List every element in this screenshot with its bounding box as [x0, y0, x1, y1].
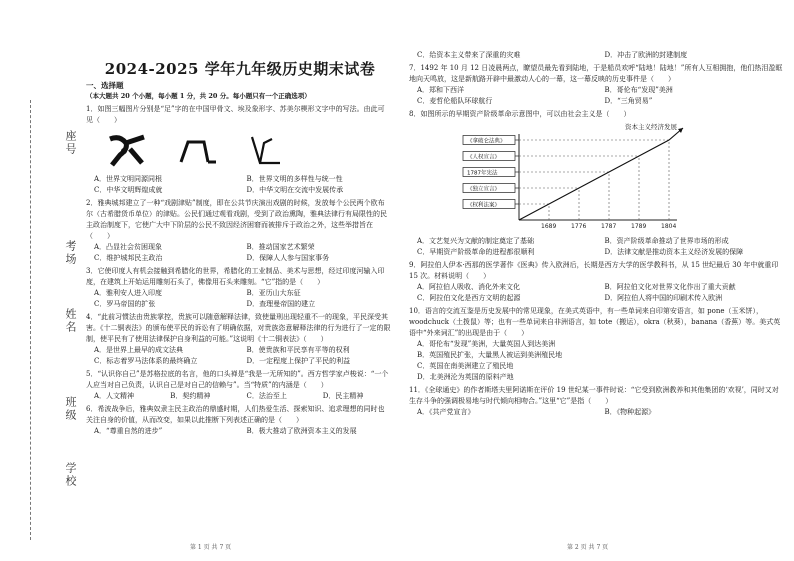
- class-label: 班级: [64, 396, 77, 422]
- options: [409, 282, 784, 304]
- option-c[interactable]: C．中华文明辉煌成就: [94, 186, 163, 194]
- binding-margin: [0, 0, 77, 561]
- option-c[interactable]: C．阿拉伯文化是西方文明的起源: [417, 294, 521, 302]
- question-11: [409, 385, 784, 418]
- question-stem: 5．“认识你自己”是苏格拉底的名言，他的口头禅是“我是一无所知的”。西方哲学家卢梭说：“一个人应当对自己负责，认识自己是对自己的信赖与”。当“特质”的内涵是（ ）: [86, 370, 389, 389]
- document-box-label: 《权利法案》: [467, 202, 501, 209]
- option-d[interactable]: D．中华文明在交流中发展传承: [246, 186, 344, 194]
- option-b[interactable]: B．哥伦布“发现”美洲: [604, 86, 673, 94]
- document-box-label: 《拿破仑法典》: [467, 138, 506, 145]
- section-note: （本大题共 20 个小题，每小题 1 分，共 20 分。每小题只有一个正确选项）: [86, 92, 311, 100]
- option-d[interactable]: D．阿拉伯人将中国的印刷术传入欧洲: [604, 294, 723, 302]
- option-d[interactable]: D．法律文献是推动资本主义经济发展的保障: [604, 248, 744, 256]
- option-a[interactable]: A．文艺复兴为文献的制定奠定了基础: [417, 237, 535, 245]
- question-stem: 8．如图所示的早期资产阶级革命示意图中，可以由社会主义是（ ）: [409, 110, 631, 118]
- option-c[interactable]: C．麦哲伦船队环球航行: [417, 97, 493, 105]
- option-d[interactable]: D．民主精神: [322, 392, 364, 400]
- trend-line: [519, 128, 683, 220]
- option-a[interactable]: A．雅利安人进入印度: [94, 289, 163, 297]
- question-5: [86, 369, 391, 402]
- question-stem: 7．1492 年 10 月 12 日凌晨两点，瞭望员最先看到陆地，于是船员欢呼“陆地！陆地！”所有人互相拥抱，他们热泪盈眶地向天鸣放，这是新航路开辟中最激动人心的一幕，这一幕反映的历史事件是（ ）: [409, 64, 783, 83]
- x-tick-label: 1787: [601, 223, 617, 230]
- chart-svg: [409, 122, 709, 234]
- options: [86, 391, 391, 402]
- question-stem: 1．如图三幅图片分别是“足”字的在中国甲骨文、埃及象形字、苏美尔楔形文字中的写法。由此可见（ ）: [86, 105, 385, 124]
- option-c[interactable]: C．标志着罗马法体系的最终确立: [94, 357, 198, 365]
- school-label: 学校: [64, 462, 77, 488]
- left-content: [86, 80, 391, 437]
- egyptian-hieroglyph-icon: [178, 138, 218, 164]
- options: [86, 242, 391, 264]
- option-b[interactable]: B．阿拉伯文化对世界文化作出了重大贡献: [604, 283, 736, 291]
- question-1: [86, 104, 391, 196]
- options: [409, 407, 784, 418]
- option-d[interactable]: D．查理曼帝国的建立: [246, 300, 316, 308]
- option-b[interactable]: B．使贵族和平民享有平等的权利: [246, 346, 350, 354]
- page-footer: 第 2 页 共 7 页: [567, 544, 609, 551]
- question-3: [86, 266, 391, 310]
- options: [86, 174, 391, 196]
- options: [86, 288, 391, 310]
- option-c[interactable]: C．维护城邦民主政治: [94, 254, 163, 262]
- option-c[interactable]: C．英国在南美洲建立了殖民地: [417, 362, 514, 370]
- option-b[interactable]: B．《物种起源》: [604, 408, 656, 416]
- question-9: [409, 260, 784, 304]
- options: [409, 339, 784, 383]
- option-c[interactable]: C．法治至上: [246, 392, 287, 400]
- option-d[interactable]: D．冲击了欧洲的封建制度: [604, 51, 688, 59]
- question-stem: 10．语言的交流互鉴是历史发展中的常见现象，在美式英语中，有一些单词来自印第安语言，如 pone（玉米饼），woodchuck（土拨鼠）等；也有一些单词来自非洲语言，如 tote（搬运），okra（秋葵），banana（香蕉）等。美式英语中“外来词汇”的出现是由于（ ）: [409, 307, 781, 337]
- option-b[interactable]: B．极大推动了欧洲资本主义的发展: [246, 427, 357, 435]
- document-box-label: 《独立宣言》: [467, 186, 501, 193]
- glyph-figures: [106, 132, 391, 170]
- option-b[interactable]: B．资产阶级革命推动了世界市场的形成: [604, 237, 729, 245]
- q6-continued-options: [409, 50, 784, 61]
- x-tick-label: 1789: [631, 223, 647, 230]
- option-a[interactable]: A．凸显社会贫困现象: [94, 243, 163, 251]
- option-b[interactable]: B．契约精神: [170, 392, 211, 400]
- right-content: [409, 50, 784, 418]
- document-box-label: 1787年宪法: [467, 170, 498, 177]
- option-c[interactable]: C．早期资产阶级革命的进程都很顺利: [417, 248, 535, 256]
- option-d[interactable]: D．保障人人参与国家事务: [246, 254, 330, 262]
- exam-title: 2024-2025 学年九年级历史期末试卷: [104, 60, 376, 78]
- question-4: [86, 312, 391, 367]
- options: [409, 85, 784, 107]
- chart-title: 资本主义经济发展: [625, 123, 677, 131]
- option-d[interactable]: D．北美洲沦为英国的原料产地: [417, 373, 514, 381]
- right-page: [397, 0, 794, 561]
- revolution-chart: [409, 122, 784, 234]
- question-2: [86, 198, 391, 264]
- option-d[interactable]: D．一定程度上保护了平民的利益: [246, 357, 351, 365]
- option-a[interactable]: A．世界文明同源同根: [94, 175, 163, 183]
- question-stem: 9．阿拉伯人伊本·西那的医学著作《医典》传入欧洲后，长期是西方大学的医学教科书，从 15 世纪最后 30 年中就重印 15 次。材料说明（ ）: [409, 261, 779, 280]
- name-label: 姓名: [64, 308, 77, 334]
- section-heading: 一、选择题: [86, 81, 124, 90]
- option-a[interactable]: A．“尊重自然的进步”: [94, 427, 163, 435]
- question-stem: 4．“此前习惯法由贵族掌控，贵族可以随意解释法律，致使量刑出现轻重不一的现象，平民深受其害。《十二铜表法》的颁布使平民的诉讼有了明确依据，对贵族恣意解释法律的行为进行了一定的限制，使平民有了使用法律保护自身利益的可能。”这说明《十二铜表法》（ ）: [86, 313, 391, 343]
- x-tick-label: 1776: [571, 223, 587, 230]
- cuneiform-glyph-icon: [248, 133, 284, 169]
- question-7: [409, 63, 784, 107]
- option-a[interactable]: A．郑和下西洋: [417, 86, 465, 94]
- question-stem: 3．它使印度人有机会接触到希腊化的世界，希腊化的工业制品、美术与思想，经过印度河输入印度，在建筑上开始运用雕刻石头了，佛像用石头来雕刻。“它”指的是（ ）: [86, 267, 385, 286]
- question-stem: 2．雅典城邦建立了一种“戏剧津贴”制度，即在公共节庆演出戏剧的时候，发放每个公民两个欧布尔（古希腊货币单位）的津贴。公民们通过观看戏剧，受到了政治熏陶，雅典法律行有局限性的民主政治制度下，它使广大中下阶层的公民不致因经济困窘而被排斥于政治之外，这些举措旨在（ ）: [86, 199, 387, 240]
- option-d[interactable]: D．“三角贸易”: [604, 97, 653, 105]
- option-b[interactable]: B．推动国家艺术繁荣: [246, 243, 315, 251]
- options: [409, 236, 784, 258]
- question-8: [409, 109, 784, 258]
- room-label: 考场: [64, 240, 77, 266]
- option-a[interactable]: A．哥伦布“发现”美洲，大量英国人到达美洲: [417, 340, 556, 348]
- option-a[interactable]: A．阿拉伯人吸收、消化外来文化: [417, 283, 521, 291]
- option-b[interactable]: B．英国殖民扩张，大量黑人被运到美洲殖民地: [417, 351, 563, 359]
- seat-label: 座号: [64, 130, 77, 156]
- x-tick-label: 1804: [661, 223, 677, 230]
- option-c[interactable]: C．给资本主义带来了深重的灾难: [417, 51, 521, 59]
- question-stem: 11．《全球通史》的作者斯塔夫里阿诺斯在评价 19 世纪某一事件时说：“它受到欧洲教养和其他集团的‘欢视’，同时又对生存斗争的强调极易地与时代倾向相吻合。”这里“它”是指（ ）: [409, 386, 779, 405]
- oracle-bone-glyph-icon: [106, 133, 148, 169]
- option-b[interactable]: B．亚历山大东征: [246, 289, 301, 297]
- option-c[interactable]: C．罗马帝国的扩张: [94, 300, 156, 308]
- option-a[interactable]: A．人文精神: [94, 392, 135, 400]
- option-b[interactable]: B．世界文明的多样性与统一性: [246, 175, 343, 183]
- options: [86, 345, 391, 367]
- options: [86, 426, 391, 437]
- option-a[interactable]: A．是世界上最早的成文法典: [94, 346, 184, 354]
- document-box-label: 《人权宣言》: [467, 154, 501, 161]
- option-a[interactable]: A．《共产党宣言》: [417, 408, 475, 416]
- x-tick-label: 1689: [541, 223, 557, 230]
- question-10: [409, 306, 784, 383]
- question-6: [86, 404, 391, 437]
- page-footer: 第 1 页 共 7 页: [190, 544, 232, 551]
- question-stem: 6．希波战争后，雅典奴隶主民主政治的鼎盛时期，人们热爱生活、探索知识、追求理想的同时也关注自身的价值，从而改变，如果以此推断下列表述正确的是（ ）: [86, 405, 385, 424]
- binding-line: [30, 100, 31, 540]
